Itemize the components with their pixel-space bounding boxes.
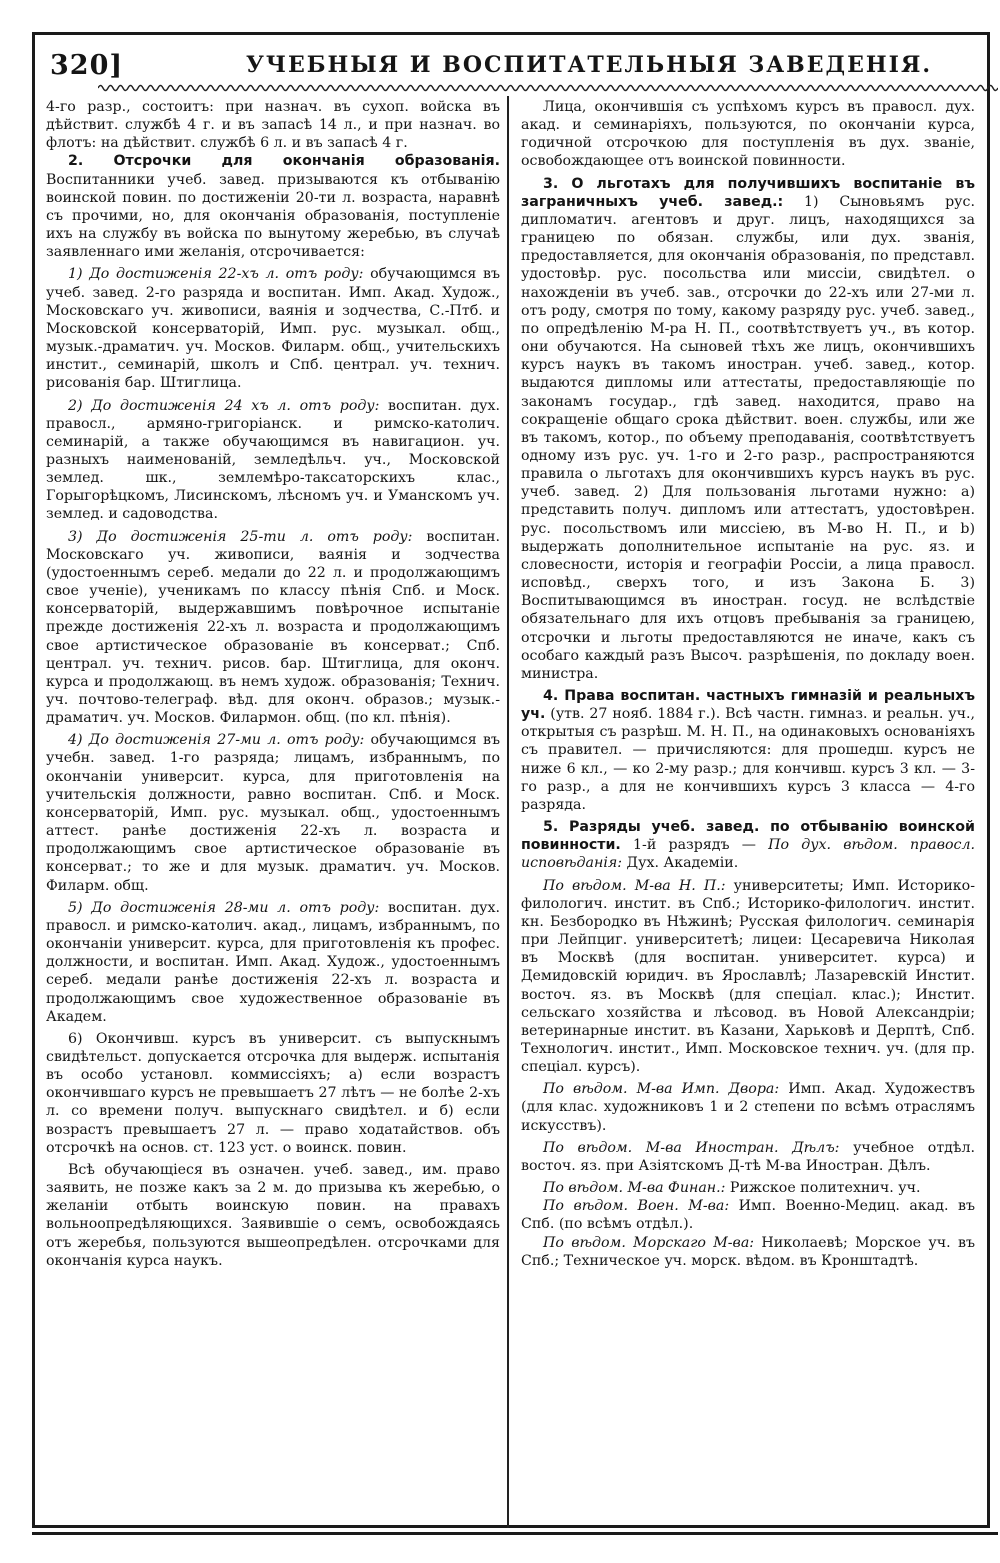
paragraph: Всѣ обучающіеся въ означен. учеб. завед., им. право заявить, не позже какъ за 2 м. до призыва къ жеребью, о желаніи отбыть воинскую повин. на правахъ вольноопредѣляющихся. Заявившіе о семъ, освобождаясь отъ жеребья, пользуются вышеопредѣлен. отсрочками для окончанія курса наукъ. (46, 1161, 500, 1269)
section-heading: 4. Права воспитан. частныхъ гимназій и реальныхъ уч. (521, 688, 975, 723)
item-3 (46, 528, 500, 728)
bottom-rule (32, 1532, 998, 1535)
ministry-entry (521, 1080, 975, 1134)
ministry-text: учебное отдѣл. восточ. яз. при Азіятскомъ Д-тѣ М-ва Иностран. Дѣлъ. (521, 1139, 975, 1174)
item-text: воспитан. дух. правосл., армяно-григоріанск. и римско-католич. семинарій, а также обучающимся въ навигацион. уч. разныхъ наименованій, земледѣльч. уч., Московской землед. шк., землемѣро-таксаторскихъ клас., Горыгорѣцкомъ, Лисинскомъ, лѣсномъ уч. и Уманскомъ уч. землед. и садоводства. (46, 397, 500, 523)
wavy-rule (98, 82, 998, 94)
item-text: обучающимся въ учебн. завед. 1-го разряда; лицамъ, избраннымъ, по окончаніи университ. курса, для приготовленія на учительскія должности, равно воспитан. Спб. и Моск. консерваторій, Имп. рус. музыкал. общ., удостоеннымъ аттест. ранѣе достиженія 22-хъ л. возраста и продолжающимъ свое артистическое образованіе въ консерват.; то же и для музык. драматич. уч. Москов. Филарм. общ. (46, 732, 501, 894)
section-heading: 2. Отсрочки для окончанія образованія. (68, 153, 500, 170)
ministry-text: университеты; Имп. Историко-филологич. инстит. въ Спб.; Историко-филологич. инстит. кн. Безбородко въ Нѣжинѣ; Русская филологич. семинарія при Лейпциг. университетѣ; лицеи: Цесаревича Николая въ Москвѣ (для воспитан. университет. курса) и Демидовскій юридич. въ Ярославлѣ; Лазаревскій Инстит. восточ. яз. въ Москвѣ (для спеціал. клас.); Инстит. сельскаго хозяйства и лѣсовод. въ Новой Александріи; ветеринарные инстит. въ Казани, Харьковѣ и Дерптѣ, Спб. Технологич. инстит., Имп. Московское технич. уч. (для пр. спеціал. курсъ). (521, 877, 975, 1076)
ministry-text: Имп. Акад. Художествъ (для клас. художниковъ 1 и 2 степени по всѣмъ отраслямъ искусствъ). (521, 1081, 975, 1134)
ministry-heading: По вѣдом. М-ва Иностран. Дѣлъ: (543, 1139, 840, 1156)
item-text: воспитан. дух. правосл. и римско-католич. акад., лицамъ, избраннымъ, по окончаніи университ. курса, для приготовленія къ профес. должности, и воспитан. Имп. Акад. Худож., удостоеннымъ сереб. медали ранѣе достиженія 22-хъ л. возраста и продолжающимъ свое художественное образованіе въ Академ. (46, 899, 501, 1025)
ministry-heading: По вѣдом. М-ва Н. П.: (543, 877, 726, 894)
section-2 (46, 152, 500, 261)
section-text: (утв. 27 нояб. 1884 г.). Всѣ частн. гимназ. и реальн. уч., открытыя съ разрѣш. М. Н. П., на одинаковыхъ основаніяхъ съ правител. — причисляются: для прошедш. курсъ не ниже 6 кл., — ко 2-му разр.; для кончивш. курсъ 3 кл. — 3-го разр., а для не кончившихъ курсъ 3 класса — 4-го разряда. (521, 706, 975, 813)
item-heading: 5) До достиженія 28-ми л. отъ роду: (68, 899, 380, 916)
ministry-entry (521, 1234, 975, 1270)
item-text: воспитан. Московскаго уч. живописи, ваянія и зодчества (удостоеннымъ сереб. медали до 22 л. и продолжающимъ свое ученіе), ученикамъ по классу пѣнія Спб. и Моск. консерваторій, выдержавшимъ повѣрочное испытаніе прежде достиженія 22-хъ л. возраста и продолжающимъ свое артистическое образованіе въ консерват.; Спб. централ. уч. технич. рисов. бар. Штиглица, для оконч. курса и продолжающ. въ немъ худож. образованія; Технич. уч. почтово-телеграф. вѣд. для оконч. образов.; музык.-драматич. уч. Москов. Филармон. общ. (по кл. пѣнія). (46, 528, 501, 727)
item-heading: 2) До достиженія 24 хъ л. отъ роду: (68, 397, 380, 414)
item-4 (46, 731, 500, 894)
document-page (32, 32, 998, 1537)
section-4 (521, 687, 975, 814)
ministry-text: Имп. Военно-Медиц. акад. въ Спб. (по всѣмъ отдѣл.). (521, 1198, 975, 1233)
item-2 (46, 397, 500, 524)
page-number: 320] (50, 50, 124, 81)
section-text: 1-й разрядъ — (620, 837, 769, 854)
section-text: Воспитанники учеб. завед. призываются къ отбыванію воинской повин. по достиженіи 20-ти л. возраста, наравнѣ съ прочими, но, для окончанія образованія, поступленіе ихъ на службу въ войска по вынутому жеребью, въ случаѣ заявленнаго ими желанія, отсрочивается: (46, 171, 500, 261)
section-3 (521, 175, 975, 683)
ministry-text: Рижское политехнич. уч. (725, 1180, 921, 1197)
paragraph: 4-го разр., состоитъ: при назнач. въ сухоп. войска въ дѣйствит. службѣ 4 г. и въ запасѣ 14 л., и при назнач. во флотъ: на дѣйствит. службѣ 6 л. и въ запасѣ 4 г. (46, 99, 500, 152)
column-divider (507, 96, 509, 1528)
section-text: 1) Сыновьямъ рус. дипломатич. агентовъ и друг. лицъ, находящихся за границею по обязан. службы, или дух. званія, предоставляется, для окончанія образованія, по представл. удостовѣр. рус. посольства или миссіи, свидѣтел. о нахожденіи въ учеб. зав., отсрочки до 22-хъ или 27-ми л. отъ роду, смотря по тому, какому разряду рус. учеб. завед., по опредѣленію М-ра Н. П., соотвѣтствуетъ уч., въ котор. они обучаются. На сыновей тѣхъ же лицъ, окончившихъ курсъ наукъ въ такомъ иностран. учеб. завед., котор. выдаются дипломы или аттестаты, предоставляющіе по законамъ государ., гдѣ завед. находится, право на сокращеніе общаго срока дѣйствит. воен. службы, или же въ такомъ, котор., по объему преподаванія, соотвѣтствуетъ одному изъ рус. уч. 1-го и 2-го разр., распространяются правила о льготахъ для окончившихъ курсъ наукъ въ рус. учеб. завед. 2) Для пользованія льготами нужно: а) представить получ. дипломъ или аттестатъ, удостовѣрен. рус. посольствомъ или миссіею, въ М-во Н. П., и b) выдержать дополнительное испытаніе на рус. яз. и словесности, исторія и географіи Россіи, а лица правосл. исповѣд., сверхъ того, и изъ Закона Б. 3) Воспитывающимся въ иностран. госуд. не вслѣдствіе обязательнаго для ихъ отцовъ пребыванія за границею, отсрочки и льготы предоставляются не иначе, какъ съ особаго каждый разъ Высоч. разрѣшенія, по докладу воен. министра. (521, 193, 975, 682)
section-5 (521, 818, 975, 872)
running-title: УЧЕБНЫЯ И ВОСПИТАТЕЛЬНЫЯ ЗАВЕДЕНІЯ. (246, 52, 932, 78)
item-6: 6) Окончивш. курсъ въ университ. съ выпускнымъ свидѣтельст. допускается отсрочка для выдерж. испытанія въ особо установл. коммиссіяхъ; а) если возрастъ окончившаго курсъ не превышаетъ 27 лѣтъ — не болѣе 2-хъ л. со времени получ. выпускнаго свидѣтел. и б) если возрастъ превышаетъ 27 л. — право ходатайствов. объ отсрочкѣ на оснoв. ст. 123 уст. о воинск. повин. (46, 1030, 500, 1156)
item-heading: 1) До достиженія 22-хъ л. отъ роду: (68, 266, 364, 283)
section-heading: 5. Разряды учеб. завед. по отбыванію воинской повинности. (521, 819, 975, 854)
item-heading: По дух. вѣдом. правосл. исповѣданія: (521, 837, 975, 872)
ministry-text: Николаевѣ; Морское уч. въ Спб.; Техническое уч. морск. вѣдом. въ Кронштадтѣ. (521, 1234, 975, 1269)
item-5 (46, 899, 500, 1026)
ministry-entry (521, 1139, 975, 1175)
ministry-entry (521, 877, 975, 1077)
ministry-entry (521, 1179, 975, 1197)
item-1 (46, 265, 500, 392)
paragraph: Лица, окончившія съ успѣхомъ курсъ въ правосл. дух. акад. и семинаріяхъ, пользуются, по окончаніи курса, годичной отсрочкою для поступленія въ дух. званіе, освобождающее отъ воинской повинности. (521, 99, 975, 170)
right-column (521, 98, 975, 1270)
ministry-heading: По вѣдом. Воен. М-ва: (543, 1198, 730, 1215)
ministry-heading: По вѣдом. Морскаго М-ва: (543, 1234, 755, 1251)
item-text: обучающимся въ учеб. завед. 2-го разряда и воспитан. Имп. Акад. Худож., Московскаго уч. живописи, ваянія и зодчества, С.-Птб. и Московской консерваторій, Имп. рус. музыкал. общ., музык.-драматич. уч. Москов. Филарм. общ., учительскихъ инстит., семинарій, школъ и Спб. централ. уч. технич. рисованія бар. Штиглица. (46, 266, 501, 392)
section-text: Дух. Академіи. (622, 855, 739, 872)
left-column (46, 98, 500, 1270)
page-header (40, 42, 990, 88)
ministry-heading: По вѣдом. М-ва Финан.: (543, 1180, 726, 1197)
section-heading: 3. О льготахъ для получившихъ воспитаніе въ заграничныхъ учеб. завед.: (521, 175, 975, 210)
ministry-heading: По вѣдом. М-ва Имп. Двора: (543, 1081, 780, 1098)
item-heading: 3) До достиженія 25-ти л. отъ роду: (68, 528, 413, 545)
ministry-entry (521, 1197, 975, 1233)
item-heading: 4) До достиженія 27-ми л. отъ роду: (68, 732, 365, 749)
